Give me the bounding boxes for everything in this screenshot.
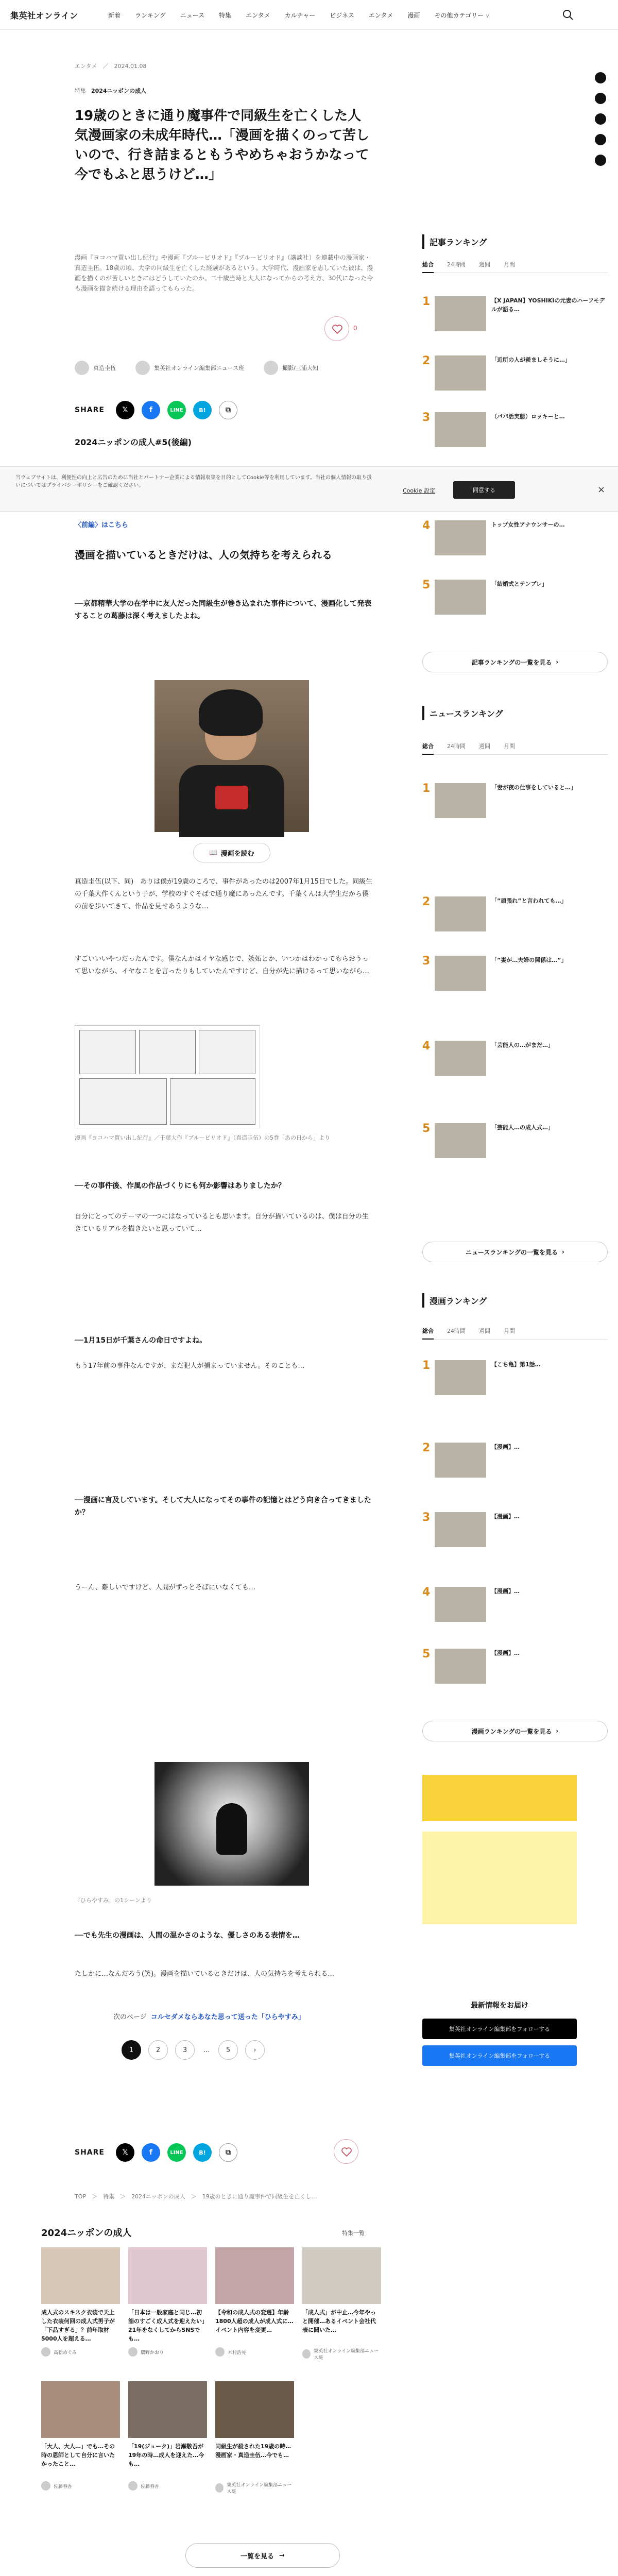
breadcrumb: TOP ＞ 特集 ＞ 2024ニッポンの成人 ＞ 19歳のときに通り魔事件で同級生を亡くし… bbox=[75, 2193, 317, 2200]
paragraph: すごいいいやつだったんです。僕なんかはイヤな感じで、嫉妬とか、いつかはわかってもらおうって思いながら、イヤなことを言ったりもしていたんですけど、自分が先に描けるって思いながら… bbox=[75, 955, 370, 975]
card-title: 成人式のスキスク衣装で天上した衣装何回の成人式男子が「下品すぎる」？前年取材5000人を超える… bbox=[41, 2309, 115, 2342]
interview-photo bbox=[154, 680, 309, 832]
rank-title: 【漫画】… bbox=[491, 1444, 520, 1450]
card-title: 同級生が殺された19歳の時…漫画家・真造圭伍…今でも… bbox=[215, 2443, 291, 2459]
ranking-item[interactable] bbox=[422, 1443, 608, 1478]
interview-question: ──その事件後、作風の作品づくりにも何か影響はありましたか？ bbox=[75, 1182, 285, 1190]
ranking-item[interactable] bbox=[422, 412, 608, 447]
cookie-accept-button[interactable]: 同意する bbox=[453, 481, 515, 499]
rank-thumbnail bbox=[435, 783, 486, 818]
chevron-right-icon: › bbox=[556, 1727, 559, 1735]
close-icon[interactable]: × bbox=[597, 484, 606, 495]
article-ranking-title bbox=[422, 234, 487, 249]
rank-title: 「近所の人が羨ましそうに…」 bbox=[491, 357, 571, 363]
author-name: 撮影/三浦大知 bbox=[282, 365, 318, 371]
article-lead: 漫画『ヨコハマ買い出し紀行』や漫画『ブルーピリオド』『ブルーピリオド』（講談社）を連載中の漫画家・真造圭伍。18歳の頃、大学の同級生を亡くした経験があるという。大学時代、漫画家を志していた彼は、漫画を描くのが苦しいときにはどうしていたのか。二十歳当時と大人になってからの考え方、30代になった今も漫画を描き続ける理由を語ってもらった。 bbox=[75, 254, 373, 292]
nav-item-entame[interactable]: エンタメ bbox=[246, 12, 270, 19]
ranking-item[interactable] bbox=[422, 580, 608, 615]
rank-number: 4 bbox=[422, 519, 431, 532]
manga-image bbox=[75, 1025, 260, 1128]
card-thumbnail bbox=[41, 2381, 120, 2438]
ad-banner[interactable] bbox=[422, 1832, 577, 1924]
series-card[interactable] bbox=[128, 2381, 207, 2495]
cookie-text: 当ウェブサイトは、利便性の向上と広告のために当社とパートナー企業による情報収集を目的としてCookie等を利用しています。当社の個人情報の取り扱いについてはプライバシーポリシーをご確認ください。 bbox=[15, 475, 372, 488]
rank-number: 3 bbox=[422, 955, 431, 968]
series-card-grid bbox=[41, 2247, 381, 2495]
interview-question: ──1月15日が千葉さんの命日ですよね。 bbox=[75, 1336, 207, 1345]
ranking-item[interactable] bbox=[422, 1587, 608, 1622]
avatar bbox=[41, 2347, 50, 2357]
page-button-3[interactable]: 3 bbox=[175, 2040, 195, 2060]
hatena-share-icon[interactable]: B! bbox=[193, 401, 212, 419]
rank-title: 「芸能人の…がまだ…」 bbox=[491, 1042, 554, 1048]
card-thumbnail bbox=[128, 2381, 207, 2438]
rank-title: 【漫画】… bbox=[491, 1513, 520, 1520]
rank-number: 3 bbox=[422, 1511, 431, 1524]
heart-icon bbox=[332, 324, 343, 335]
article-summary: ──京都精華大学の在学中に友人だった同級生が巻き込まれた事件について、漫画化して発表することの葛藤は深く考えましたよね。 bbox=[75, 600, 372, 620]
ranking-item[interactable] bbox=[422, 783, 608, 818]
ranking-item[interactable] bbox=[422, 1123, 608, 1158]
avatar bbox=[75, 361, 89, 375]
card-author bbox=[215, 2347, 294, 2357]
paragraph: うーん、難しいですけど、人間がずっとそばにいなくても… bbox=[75, 1584, 256, 1591]
cookie-settings-link[interactable]: Cookie 設定 bbox=[403, 487, 435, 494]
pagination bbox=[122, 2040, 265, 2060]
interview-question: ──でも先生の漫画は、人間の温かさのような、優しさのある表情を… bbox=[75, 1931, 300, 1940]
tab-week[interactable]: 週間 bbox=[479, 261, 490, 268]
card-author bbox=[41, 2347, 120, 2357]
share-bar bbox=[75, 401, 237, 419]
tab-month[interactable]: 月間 bbox=[504, 1328, 515, 1334]
card-author bbox=[41, 2481, 120, 2490]
rank-title: 「芸能人…の成人式…」 bbox=[491, 1124, 554, 1131]
next-page-prefix: 次のページ bbox=[113, 2013, 147, 2021]
follow-title: 最新情報をお届け bbox=[471, 2002, 528, 2010]
article-title: 19歳のときに通り魔事件で同級生を亡くした人気漫画家の未成年時代…「漫画を描くのって苦しいので、行き詰まるともうやめちゃおうかなって今でもふと思うけど…」 bbox=[75, 108, 369, 182]
image-caption: 漫画『ヨコハマ買い出し紀行』／千葉大作『ブルーピリオド』（真造圭伍）の5巻「あの日から」より bbox=[75, 1134, 330, 1141]
card-author-name: 佐藤春香 bbox=[141, 2484, 160, 2489]
heart-icon bbox=[341, 2146, 352, 2158]
series-badge[interactable] bbox=[75, 87, 146, 95]
share-label: SHARE bbox=[75, 406, 105, 414]
author-name: 集英社オンライン編集部ニュース班 bbox=[154, 365, 245, 371]
card-title: 【令和の成人式の変遷】年齢1800人超の成人が成人式に…イベント内容を変更… bbox=[215, 2309, 294, 2333]
card-title: 「19(ジューク)」岩瀬敬吾が19年の時…成人を迎えた…今も… bbox=[128, 2443, 204, 2467]
ranking-item[interactable] bbox=[422, 956, 608, 991]
ranking-item[interactable] bbox=[422, 296, 608, 331]
chevron-down-icon: ∨ bbox=[485, 13, 490, 19]
page-ellipsis: … bbox=[202, 2040, 211, 2060]
manga-ranking-title bbox=[422, 1293, 487, 1308]
avatar bbox=[128, 2481, 138, 2490]
manga-image bbox=[154, 1762, 309, 1886]
author-item[interactable] bbox=[135, 361, 244, 375]
manga-ranking-more-button[interactable] bbox=[422, 1721, 608, 1741]
rank-number: 3 bbox=[422, 411, 431, 424]
avatar bbox=[215, 2483, 224, 2493]
rank-thumbnail bbox=[435, 355, 486, 391]
heading-bar bbox=[422, 234, 424, 249]
tab-total[interactable]: 総合 bbox=[422, 260, 434, 273]
follow-x-button[interactable]: 集英社オンライン編集部をフォローする bbox=[422, 2019, 577, 2039]
card-author bbox=[302, 2347, 381, 2361]
nav-other-label: その他カテゴリー bbox=[434, 12, 484, 19]
card-thumbnail bbox=[215, 2381, 294, 2438]
article-date: エンタメ ／ 2024.01.08 bbox=[75, 63, 147, 70]
rank-number: 2 bbox=[422, 1442, 431, 1454]
rank-thumbnail bbox=[435, 1041, 486, 1076]
rank-number: 1 bbox=[422, 295, 431, 308]
card-author-name: 木村浩晃 bbox=[228, 2350, 247, 2355]
card-thumbnail bbox=[128, 2247, 207, 2304]
rank-number: 5 bbox=[422, 1122, 431, 1135]
nav-item-business[interactable]: ビジネス bbox=[330, 12, 354, 19]
page-button-5[interactable]: 5 bbox=[218, 2040, 238, 2060]
share-label: SHARE bbox=[75, 2148, 105, 2157]
rank-thumbnail bbox=[435, 1123, 486, 1158]
rank-number: 4 bbox=[422, 1040, 431, 1053]
rank-title: 「妻が夜の仕事をしていると…」 bbox=[491, 784, 576, 791]
series-card[interactable] bbox=[41, 2247, 120, 2361]
nav-item-culture[interactable]: カルチャー bbox=[284, 12, 316, 19]
nav-item-other[interactable] bbox=[434, 11, 489, 20]
series-card[interactable] bbox=[215, 2381, 294, 2495]
card-thumbnail bbox=[302, 2247, 381, 2304]
tab-total[interactable]: 総合 bbox=[422, 742, 434, 755]
card-title: 「成人式」が中止…今年やっと開催…あるイベント会社代表に聞いた… bbox=[302, 2309, 376, 2333]
ranking-more-label: 漫画ランキングの一覧を見る bbox=[471, 1727, 552, 1735]
rank-thumbnail bbox=[435, 580, 486, 615]
next-page-text: コルセダメならあなた思って送った「ひらやすみ」 bbox=[150, 2013, 305, 2021]
series-card[interactable] bbox=[128, 2247, 211, 2361]
card-author bbox=[215, 2481, 294, 2495]
card-thumbnail bbox=[41, 2247, 120, 2304]
heading-bar bbox=[422, 1293, 424, 1308]
like-button[interactable] bbox=[334, 2139, 358, 2164]
card-author bbox=[128, 2347, 207, 2357]
paragraph: たしかに…なんだろう(笑)。漫画を描いているときだけは、人の気持ちを考えられる… bbox=[75, 1970, 335, 1978]
like-count: 0 bbox=[353, 325, 357, 332]
tab-24h[interactable]: 24時間 bbox=[447, 1328, 466, 1334]
instagram-icon[interactable] bbox=[595, 113, 606, 125]
rank-title: 【漫画】… bbox=[491, 1588, 520, 1595]
nav-item-new[interactable]: 新着 bbox=[108, 12, 121, 19]
section-title: 漫画を描いているときだけは、人の気持ちを考えられる bbox=[75, 549, 332, 561]
rank-thumbnail bbox=[435, 296, 486, 331]
page-button-2[interactable]: 2 bbox=[148, 2040, 168, 2060]
chevron-right-icon: › bbox=[562, 1248, 564, 1256]
book-icon: 📖 bbox=[209, 849, 218, 857]
chevron-right-icon: › bbox=[556, 658, 559, 666]
avatar bbox=[41, 2481, 50, 2490]
rank-thumbnail bbox=[435, 520, 486, 555]
ranking-item[interactable] bbox=[422, 355, 608, 391]
line-share-icon[interactable]: LINE bbox=[167, 2143, 186, 2162]
ranking-more-label: 記事ランキングの一覧を見る bbox=[471, 658, 552, 666]
rank-title: トップ女性アナウンサーの… bbox=[491, 521, 565, 528]
ranking-tabs bbox=[422, 1327, 608, 1340]
series-section-title: 2024ニッポンの成人 bbox=[41, 2228, 132, 2239]
ranking-item[interactable] bbox=[422, 520, 608, 555]
ranking-item[interactable] bbox=[422, 1360, 608, 1395]
rank-number: 4 bbox=[422, 1586, 431, 1599]
line-icon[interactable] bbox=[595, 134, 606, 145]
series-card[interactable] bbox=[41, 2381, 120, 2495]
article-ranking-more-button[interactable] bbox=[422, 652, 608, 672]
rank-title: 「”妻が…夫婦の関係は…”」 bbox=[491, 957, 567, 963]
series-view-all-button[interactable] bbox=[185, 2543, 340, 2568]
card-author bbox=[128, 2481, 207, 2490]
read-manga-button[interactable] bbox=[193, 843, 270, 862]
author-item[interactable] bbox=[264, 361, 318, 375]
paragraph: 自分にとってのテーマの一つにはなっているとも思います。自分が描いているのは、僕は自分の生きているリアルを描きたいと思っていて… bbox=[75, 1213, 369, 1233]
ranking-more-label: ニュースランキングの一覧を見る bbox=[466, 1248, 558, 1256]
ranking-item[interactable] bbox=[422, 1512, 608, 1547]
like-button[interactable] bbox=[324, 316, 349, 341]
nav-item-entame-2[interactable]: エンタメ bbox=[368, 12, 393, 19]
ranking-tabs bbox=[422, 742, 608, 755]
author-item[interactable] bbox=[75, 361, 116, 375]
rank-thumbnail bbox=[435, 896, 486, 931]
facebook-share-icon[interactable]: f bbox=[142, 401, 160, 419]
nav-item-news[interactable]: ニュース bbox=[180, 12, 205, 19]
ranking-title-text: ニュースランキング bbox=[430, 708, 503, 719]
copy-link-icon[interactable]: ⧉ bbox=[219, 401, 237, 419]
page-button-1[interactable]: 1 bbox=[122, 2040, 141, 2060]
rank-title: 「”頑張れ”と言われても…」 bbox=[491, 897, 567, 904]
x-share-icon[interactable]: 𝕏 bbox=[116, 2143, 134, 2162]
tab-24h[interactable]: 24時間 bbox=[447, 261, 466, 268]
rank-thumbnail bbox=[435, 1649, 486, 1684]
card-author-name: 高松めぐみ bbox=[54, 2350, 77, 2355]
card-author-name: 集英社オンライン編集部ニュース班 bbox=[314, 2349, 379, 2361]
card-title: 「大人、大人…」でも…その時の恩師として自分に言いたかったこと… bbox=[41, 2443, 115, 2467]
avatar bbox=[128, 2347, 138, 2357]
paragraph: 真造圭伍(以下、同) ありは僕が19歳のころで、事件があったのは2007年1月15日でした。同級生の千葉大作くんという子が、学校のすぐそばで通り魔にあったんです。千葉くんは大学生だから僕の前を歩いてきて、作品を見せあうような… bbox=[75, 878, 373, 910]
news-ranking-title bbox=[422, 706, 503, 720]
series-list-link[interactable]: 特集一覧 bbox=[342, 2230, 365, 2236]
copy-link-icon[interactable]: ⧉ bbox=[219, 2143, 237, 2162]
ranking-title-text: 記事ランキング bbox=[430, 237, 487, 247]
series-label: 特集 bbox=[75, 88, 86, 94]
author-name: 真造圭伍 bbox=[93, 365, 116, 371]
search-icon[interactable] bbox=[561, 8, 575, 22]
previous-article-link[interactable]: 〈前編〉はこちら bbox=[75, 521, 129, 529]
author-list bbox=[75, 361, 363, 375]
ranking-item[interactable] bbox=[422, 1041, 608, 1076]
heading-bar bbox=[422, 706, 424, 720]
ranking-item[interactable] bbox=[422, 1649, 608, 1684]
card-author-name: 佐藤春香 bbox=[54, 2484, 73, 2489]
ranking-item[interactable] bbox=[422, 896, 608, 931]
read-manga-label: 漫画を読む bbox=[220, 850, 254, 858]
avatar bbox=[264, 361, 278, 375]
next-page-link[interactable] bbox=[113, 2011, 305, 2021]
rank-title: （パパ活実態）ロッキーと… bbox=[491, 413, 565, 420]
image-caption: 『ひらやすみ』の1シーンより bbox=[75, 1897, 152, 1904]
youtube-icon[interactable] bbox=[595, 155, 606, 166]
rank-title: 「結婚式とテンプレ」 bbox=[491, 581, 548, 587]
avatar bbox=[135, 361, 150, 375]
nav-item-feature[interactable]: 特集 bbox=[219, 12, 232, 19]
series-name: 2024ニッポンの成人 bbox=[91, 88, 147, 94]
tab-month[interactable]: 月間 bbox=[504, 261, 515, 268]
rank-thumbnail bbox=[435, 956, 486, 991]
avatar bbox=[215, 2347, 225, 2357]
rank-number: 5 bbox=[422, 1648, 431, 1660]
interview-question: ──漫画に言及しています。そして大人になってその事件の記憶とはどう向き合ってきましたか？ bbox=[75, 1496, 371, 1517]
series-card[interactable] bbox=[302, 2247, 381, 2361]
follow-icons bbox=[595, 72, 606, 166]
line-share-icon[interactable]: LINE bbox=[167, 401, 186, 419]
x-share-icon[interactable]: 𝕏 bbox=[116, 401, 134, 419]
x-icon[interactable] bbox=[595, 72, 606, 83]
ranking-tabs bbox=[422, 260, 608, 273]
nav-item-ranking[interactable]: ランキング bbox=[135, 12, 166, 19]
rank-title: 【X JAPAN】YOSHIKIの元妻のハーフモデルが語る… bbox=[491, 297, 605, 313]
tab-month[interactable]: 月間 bbox=[504, 743, 515, 750]
news-ranking-more-button[interactable] bbox=[422, 1242, 608, 1262]
rank-number: 1 bbox=[422, 782, 431, 795]
avatar bbox=[302, 2349, 311, 2359]
rank-title: 【こち亀】第1話… bbox=[491, 1361, 541, 1368]
card-thumbnail bbox=[215, 2247, 294, 2304]
tab-total[interactable]: 総合 bbox=[422, 1327, 434, 1340]
rank-number: 2 bbox=[422, 895, 431, 908]
ad-banner[interactable] bbox=[422, 1775, 577, 1821]
rank-thumbnail bbox=[435, 412, 486, 447]
card-author-name: 鷹野かおり bbox=[141, 2350, 164, 2355]
nav-item-manga[interactable]: 漫画 bbox=[407, 12, 420, 19]
rank-number: 5 bbox=[422, 579, 431, 591]
card-title: 「日本は一般家庭と同じ…初詣のすごく成人式を迎えたい」 21年をなくしてからSNSでも… bbox=[128, 2309, 211, 2342]
rank-number: 2 bbox=[422, 354, 431, 367]
series-subhead: 2024ニッポンの成人#5(後編) bbox=[75, 437, 192, 447]
view-all-label: 一覧を見る bbox=[241, 2552, 274, 2561]
next-arrow-icon[interactable]: › bbox=[245, 2040, 265, 2060]
main-nav bbox=[108, 11, 489, 20]
tab-week[interactable]: 週間 bbox=[479, 743, 490, 750]
tab-24h[interactable]: 24時間 bbox=[447, 743, 466, 750]
arrow-right-icon: → bbox=[279, 2551, 285, 2560]
rank-thumbnail bbox=[435, 1587, 486, 1622]
card-author-name: 集英社オンライン編集部ニュース班 bbox=[227, 2483, 292, 2495]
ranking-title-text: 漫画ランキング bbox=[430, 1296, 487, 1306]
site-logo[interactable]: 集英社オンライン bbox=[10, 11, 78, 21]
facebook-icon[interactable] bbox=[595, 93, 606, 104]
rank-thumbnail bbox=[435, 1360, 486, 1395]
series-card[interactable] bbox=[215, 2247, 294, 2361]
rank-number: 1 bbox=[422, 1359, 431, 1372]
paragraph: もう17年前の事件なんですが、まだ犯人が捕まっていません。そのことも… bbox=[75, 1362, 305, 1370]
rank-thumbnail bbox=[435, 1512, 486, 1547]
share-bar-bottom bbox=[75, 2143, 237, 2162]
rank-thumbnail bbox=[435, 1443, 486, 1478]
tab-week[interactable]: 週間 bbox=[479, 1328, 490, 1334]
facebook-share-icon[interactable]: f bbox=[142, 2143, 160, 2162]
hatena-share-icon[interactable]: B! bbox=[193, 2143, 212, 2162]
follow-facebook-button[interactable]: 集英社オンライン編集部をフォローする bbox=[422, 2045, 577, 2066]
rank-title: 【漫画】… bbox=[491, 1650, 520, 1656]
